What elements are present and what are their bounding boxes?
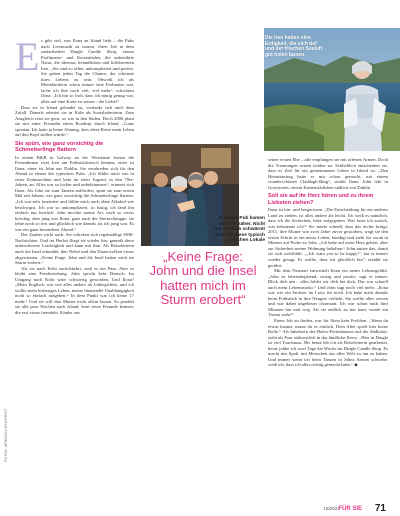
- paragraph-intro: s gibt viel, was Ilona an Irland liebt – die Pubs nach Livemusik zu tanzen, ihren Job in dem zauberhaften Dingle Candle Shop, einem Parfümerie- und Kerzenladen, die unberührte Natur, die überaus freundlichen und hilfsbereiten Iren. „Sie sind so offen, unkompliziert und positiv. Sie geben jeden Tag die Chance, der schönste ihres Lebens zu sein. Obwohl ich als Rheinländerin schon immer eine Frohnatur war, lache ich hier noch viel, viel mehr“, schwärmt Ilona. „Ich bin so froh, dass ich mutig genug war, alles auf eine Karte zu setzen - die Liebe!“: [41, 38, 135, 105]
- drop-cap: E: [15, 34, 40, 79]
- pull-quote: „Keine Frage: John und die Insel hatten mich im Sturm erobert“: [149, 249, 257, 308]
- paragraph-4: Der Zauber wirkt nach. Sie schicken sich regelmäßige SMS-Nachrichten. Und im Herbst fliegt sie wieder hin, genießt diese unbeschwerte Leichtigkeit und kann mit ihm. Als Reiseleiterin auch die Insel erkundet, den Nebel und den Dauerwolken etwas abgewinnen. „Keine Frage, John und die Insel hatten mich im Sturm erobert.“: [15, 232, 134, 266]
- article-column-3: [268, 157, 388, 368]
- paragraph-2: Dass sie in Irland gelandet ist, verdankt sich auch dem Zufall. Damals arbeitet sie in Köln als Sozialarbeiterin. Zum Ausgleich reist sie gern, so wie in den Süden. Doch 2006 plant sie mit einer Freundin einen Roadtrip durch Irland. „Ganz spontan. Ich hatte ja keine Ahnung, dass diese Reise mein Leben auf den Kopf stellen würde.“: [15, 104, 134, 138]
- subheading-1: Sie spürt, wie ganz vorsichtig die Schmetterlinge flattern: [15, 140, 104, 154]
- magazine-logo: FÜR SIE: [338, 506, 362, 512]
- article-column-2: [141, 38, 260, 142]
- paragraph-col2-top: [141, 38, 260, 142]
- issue-number: 18/2024: [323, 506, 340, 511]
- photo-credit: FOTOS: ARNE/ACCESS/PRINT: [4, 408, 8, 462]
- page-footer: [0, 502, 400, 516]
- article-column-1: [15, 34, 135, 316]
- paragraph-col3-4: Einen Job zu finden, war für Ilona kein Problem. „Wenn du etwas kannst, musst du es einfach. Dein Alter spielt hier keine Rolle.“ Als Inhaberin des Bulvo-Ferienhauses auf der Südküste, zieht als Paar südwestlich in das ländliche Kerry. „Hier in Dingle ist viel Tourismus. Bis heute leb ich als Reiseleiterin gearbeitet, heute jobbe ich zwei Tage die Woche im Dingle Candle Shop. Es macht mir Spaß, mit Menschen aus aller Welt zu tun zu haben. Und immer wenn ich beim Tanzen in Johns Armen schwebe, weiß ich, dass ich alles richtig gemacht habe.“ ◆: [268, 318, 388, 368]
- paragraph-col3-1: seiner ersten Ehe – alle empfangen sie mit offenen Armen. Doch die Trennungen setzen beiden zu. Schließlich entscheiden sie, dass es Zeit für ein gemeinsames Leben in Irland ist. „Den Heiratsantrag hatte er mir schon gemacht, mit einem wunderschönen Claddagh-Ring“, strahlt Ilona. John lebt in Greystones, einem Küstenstädtchen südlich von Dublin.: [268, 157, 388, 190]
- pub-photo-caption: In einem Pub kamen sie sich näher. Nicht nur deshalb schwärmt Ilona für diese typisch irischen Lokale: [214, 216, 265, 243]
- page-number: 71: [374, 503, 386, 514]
- coast-photo-caption: Die Iren haben eine Erdigkeit, die sich tief und der frischen Seeluft gut holen lassen: [265, 35, 323, 58]
- subheading-2: Soll sie auf ihr Herz hören und zu ihrem Liebsten ziehen?: [268, 193, 374, 206]
- paragraph-3: In einem B&B in Galway an der Westküste lernen die Freundinnen zwei Iren am Frühstückstisch kennen, einer ist Ilona, einer ist John aus Dublin. Sie verabreden sich für den Abend in einem der typischen Pubs. „Ich fühlte mich wie in einer Zeitmaschine und kam im einer Jugend, in den 70er-Jahren, an. Alles war so locker und unbekümmert“, erinnert sich Ilona. Als John sie zum Tanzen auffordert, spürt sie zum ersten Mal seit Jahren, wie ganz vorsichtig die Schmetterlinge flattern. „Ich war sehr fasziniert und fühlte mich auch ohne Alkohol wie beschwipst. Ich war so unkompliziert, so lustig, ich fand ihn einfach nur herrlich. John mochte meine Art, nach so etwas kitschig, aber jung war Ilona, ganz nach der Sternschnuppe, sie lebte noch so frei und glücklich wie damals als ich jung war. Es war ein ganz besonderer Abend.“: [15, 154, 134, 232]
- paragraph-col3-2: Ilona ist hin- und hergerissen. „Die Entscheidung für ein anderes Land zu ziehen, ist alles andere als leicht. Ich weiß es natürlich, dass ich die Sicherheit, habe aufgegeben. Was lasse ich zurück, was bekomme ich?“ Sie merkt schnell, dass das nichts bringt. 2011, ihre Mutter war zwei Jahre zuvor gestorben, wagt sie den ersten Schritt in ein neues Leben, kündigt und zieht für vorab in Mörnes auf Probe zu John. „Ich habe auf mein Herz gehört, aber zur Sicherheit meine Wohnung behalten.“ John nutzte das, damit sie sich wohlfühlt. „„Ich want you to be happy!", hat er immer wieder gesagt. Er wollte, dass ich glücklich bin", erzählt sie gerührt.: [268, 207, 388, 268]
- paragraph-col3-3: Mit dem Neustart entwickelt Ilona ein neues Lebensgefühl. „John ist lebensbejahend, witzig und positiv. sagt er immer. Blick dich um – alles bildet wir dich bei dich. Das war schnell auch mein Lebensmotto.“ Und John sagt noch viel mehr. „Ilona war wie ein Sechser im Lotto für mich. Ich habe mich damals beim Frühstück in ihre Neugier verliebt. Sie wollte alles wissen und war dabei ungeheuer charmant. Ich war schon nach fünf Minuten hin und weg. Als sie endlich zu mir kam, wurde ein Traum wahr!“: [268, 268, 388, 318]
- paragraph-5: Als sie nach Köln zurückkehrt, sind es ein Paar. Aber es bleibt eine Fernbeziehung. John spricht kein Deutsch. Im Umgang nach Köln wäre schwierig geworden, Und Ilona? „Mein Englisch war wie alles andere ab Jobbegriffen, und ich wollte mein bisheriges Leben, meine finanzielle Unabhängigkeit nicht so einfach aufgeben.“ In dem Punkt war ich keine 17 mehr.“ Und sie will ihre Mutter nicht allein lassen. So pendelt sie alle paar Wochen nach Irland, lernt seine Freunde kennen, die erst etwas fremdeln. Kinder aus: [15, 265, 134, 315]
